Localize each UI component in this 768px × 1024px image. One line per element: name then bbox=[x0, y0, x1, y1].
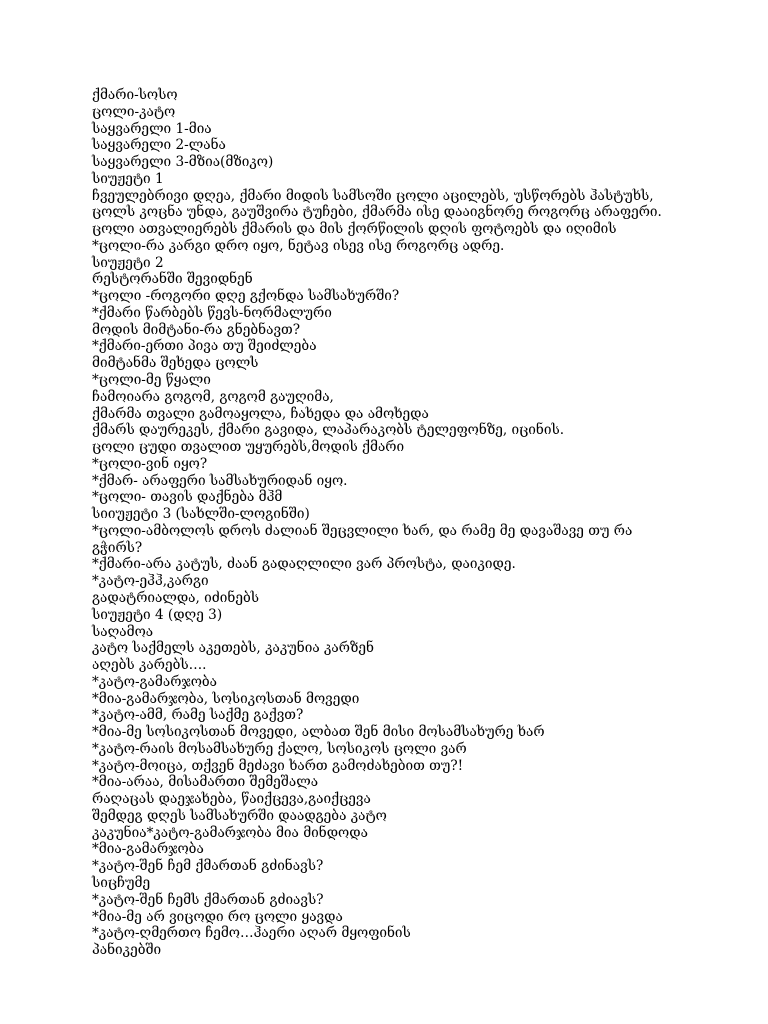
text-line: *ქმარი-ერთი პივა თუ შეიძლება bbox=[92, 338, 317, 355]
text-line: *კატო-მოიცა, თქვენ მეძავი ხართ გამოძახებით თუ?! bbox=[92, 757, 464, 774]
text-line: ცოლი ცუდი თვალით უყურებს,მოდის ქმარი bbox=[92, 439, 405, 456]
text-line: *კატო-გამარჯობა bbox=[92, 673, 218, 690]
text-line: მიმტანმა შეხედა ცოლს bbox=[92, 355, 259, 372]
text-line: *ცოლი-ამბოლოს დროს ძალიან შეცვლილი ხარ, და რამე მე დავაშავე თუ რა bbox=[92, 522, 633, 539]
text-line: ცოლი-კატო bbox=[92, 103, 176, 120]
text-line: *მია-მე არ ვიცოდი რო ცოლი ყავდა bbox=[92, 908, 343, 925]
text-line: მოდის მიმტანი-რა გნებნავთ? bbox=[92, 321, 301, 338]
text-line: *მია-გამარჯობა bbox=[92, 841, 204, 858]
text-line: შემდეგ დღეს სამსახურში დაადგება კატო bbox=[92, 807, 387, 824]
text-line: გჭირს? bbox=[92, 539, 143, 556]
text-line: აღებს კარებს…. bbox=[92, 657, 207, 674]
text-line: *ქმარ- არაფერი სამსახურიდან იყო. bbox=[92, 472, 348, 489]
text-line: პანიკებში bbox=[92, 942, 162, 959]
text-line: *ცოლი-რა კარგი დრო იყო, ნეტავ ისევ ისე როგორც ადრე. bbox=[92, 237, 505, 254]
text-line: ქმარს დაურეკეს, ქმარი გავიდა, ლაპარაკობს ტელეფონზე, იცინის. bbox=[92, 422, 565, 439]
text-line: *კატო-რაის მოსამსახურე ქალო, სოსიკოს ცოლი ვარ bbox=[92, 740, 467, 757]
text-line: სიუჟეტი 2 bbox=[92, 254, 164, 271]
text-line: საყვარელი 3-მზია(მზიკო) bbox=[92, 154, 274, 171]
text-line: კაკუნია*კატო-გამარჯობა მია მინდოდა bbox=[92, 824, 368, 841]
text-line: ცოლი ათვალიერებს ქმარის და მის ქორწილის დღის ფოტოებს და იღიმის bbox=[92, 221, 617, 238]
text-line: სიუჟეტი 4 (დღე 3) bbox=[92, 606, 223, 623]
text-line: სიუჟეტი 1 bbox=[92, 170, 164, 187]
text-line: *კატო-შენ ჩემს ქმართან გძიავს? bbox=[92, 891, 324, 908]
text-line: ქმარმა თვალი გამოაყოლა, ჩახედა და ამოხედა bbox=[92, 405, 429, 422]
text-line: კატო საქმელს აკეთებს, კაკუნია კარზენ bbox=[92, 640, 374, 657]
text-line: *ქმარი-არა კატუს, ძაან გადაღლილი ვარ პროსტა, დაიკიდე. bbox=[92, 556, 516, 573]
text-line: *ცოლი-ვინ იყო? bbox=[92, 455, 208, 472]
text-line: *ქმარი წარბებს წევს-ნორმალური bbox=[92, 304, 332, 321]
text-line: *ცოლი -როგორი დღე გქონდა სამსახურში? bbox=[92, 288, 400, 305]
text-line: რაღაცას დაეჯახება, წაიქცევა,გაიქცევა bbox=[92, 791, 371, 808]
text-line: *მია-არაა, მისამართი შემეშალა bbox=[92, 774, 319, 791]
text-line: *კატო-ღმერთო ჩემო…ჰაერი აღარ მყოფინის bbox=[92, 925, 411, 942]
text-line: გადატრიალდა, იძინებს bbox=[92, 589, 259, 606]
text-line: რესტორანში შევიდნენ bbox=[92, 271, 253, 288]
text-line: სიიუჟეტი 3 (სახლში-ლოგინში) bbox=[92, 506, 310, 523]
text-line: *კატო-შენ ჩემ ქმართან გძინავს? bbox=[92, 858, 324, 875]
text-line: საყვარელი 1-მია bbox=[92, 120, 212, 137]
text-line: *მია-გამარჯობა, სოსიკოსთან მოვედი bbox=[92, 690, 360, 707]
text-line: ჩამოიარა გოგომ, გოგომ გაუღიმა, bbox=[92, 388, 334, 405]
text-line: საყვარელი 2-ლანა bbox=[92, 137, 226, 154]
text-line: სიცჩუმე bbox=[92, 874, 151, 891]
text-line: *მია-მე სოსიკოსთან მოვედი, ალბათ შენ მისი მოსამსახურე ხარ bbox=[92, 724, 545, 741]
text-line: ქმარი-სოსო bbox=[92, 87, 178, 103]
text-line: საღამოა bbox=[92, 623, 154, 640]
text-line: *კატო-ამმ, რამე საქმე გაქვთ? bbox=[92, 707, 304, 724]
text-line: *ცოლი-მე წყალი bbox=[92, 372, 211, 389]
text-line: *ცოლი- თავის დაქნება მჰმ bbox=[92, 489, 283, 506]
text-line: ცოლს კოცნა უნდა, გაუშვირა ტუჩები, ქმარმა ისე დააიგნორე როგორც არაფერი. bbox=[92, 204, 662, 221]
screenplay-text bbox=[92, 87, 732, 959]
text-line: *კატო-ეჰჰ,კარგი bbox=[92, 573, 209, 590]
text-line: ჩვეულებრივი დღეა, ქმარი მიდის სამსოში ცოლი აცილებს, უსწორებს ჰასტუხს, bbox=[92, 187, 654, 204]
